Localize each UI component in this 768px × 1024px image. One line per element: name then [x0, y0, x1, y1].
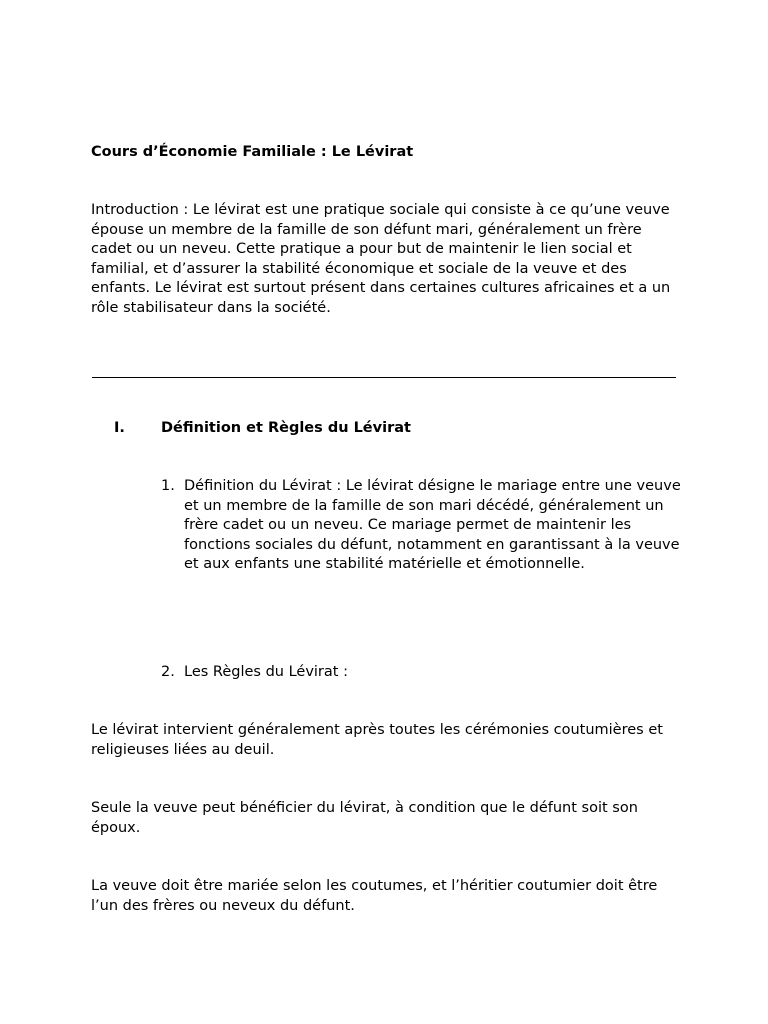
horizontal-divider — [92, 377, 676, 378]
section-heading: Définition et Règles du Lévirat — [161, 420, 411, 436]
list-item — [161, 477, 681, 575]
list-item — [161, 663, 681, 683]
rule-paragraph: Le lévirat intervient généralement après toutes les cérémonies coutumières et religieuses liées au deuil. — [91, 722, 663, 758]
intro-paragraph: Introduction : Le lévirat est une pratique sociale qui consiste à ce qu’une veuve épouse un membre de la famille de son défunt mari, généralement un frère cadet ou un neveu. Cette pratique a pour but de maintenir le lien social et familial, et d’assurer la stabilité économique et sociale de la veuve et des enfants. Le lévirat est surtout présent dans certaines cultures africaines et a un rôle stabilisateur dans la société. — [91, 202, 671, 316]
list-item-number: 2. — [161, 664, 175, 680]
list-item-text: Définition du Lévirat : Le lévirat désigne le mariage entre une veuve et un membre de la famille de son mari décédé, généralement un frère cadet ou un neveu. Ce mariage permet de maintenir les fonctions sociales du défunt, notamment en garantissant à la veuve et aux enfants une stabilité matérielle et émotionnelle. — [184, 478, 681, 573]
list-item-text: Les Règles du Lévirat : — [184, 664, 348, 680]
rule-paragraph: Seule la veuve peut bénéficier du lévirat, à condition que le défunt soit son époux. — [91, 800, 638, 836]
section-number: I. — [114, 420, 125, 436]
rule-paragraph: La veuve doit être mariée selon les coutumes, et l’héritier coutumier doit être l’un des frères ou neveux du défunt. — [91, 878, 658, 914]
document-title: Cours d’Économie Familiale : Le Lévirat — [91, 144, 414, 160]
list-item-number: 1. — [161, 478, 175, 494]
